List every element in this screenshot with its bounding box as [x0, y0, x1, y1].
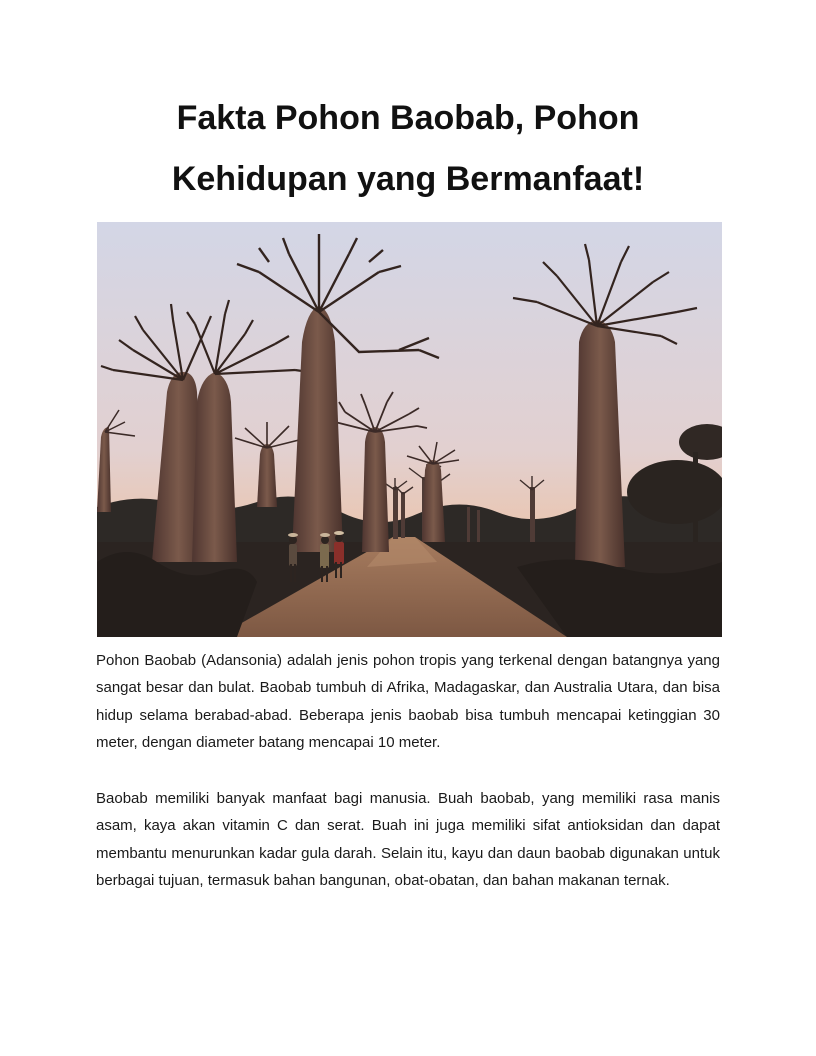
title-line-1: Fakta Pohon Baobab, Pohon	[176, 99, 640, 137]
baobab-avenue-image	[97, 222, 722, 637]
paragraph-benefits: Baobab memiliki banyak manfaat bagi manusia. Buah baobab, yang memiliki rasa manis asam, kaya akan vitamin C dan serat. Buah ini juga memiliki sifat antioksidan dan dapat membantu menurunkan kadar gula darah. Selain itu, kayu dan daun baobab digunakan untuk berbagai tujuan, termasuk bahan bangunan, obat-obatan, dan bahan makanan ternak.	[96, 790, 720, 890]
title-line-2: Kehidupan yang Bermanfaat!	[171, 160, 645, 198]
baobab-photo	[97, 222, 722, 637]
page-title	[96, 88, 720, 210]
paragraph-intro: Pohon Baobab (Adansonia) adalah jenis pohon tropis yang terkenal dengan batangnya yang sangat besar dan bulat. Baobab tumbuh di Afrika, Madagaskar, dan Australia Utara, dan bisa hidup selama berabad-abad. Beberapa jenis baobab bisa tumbuh mencapai ketinggian 30 meter, dengan diameter batang mencapai 10 meter.	[96, 652, 720, 752]
